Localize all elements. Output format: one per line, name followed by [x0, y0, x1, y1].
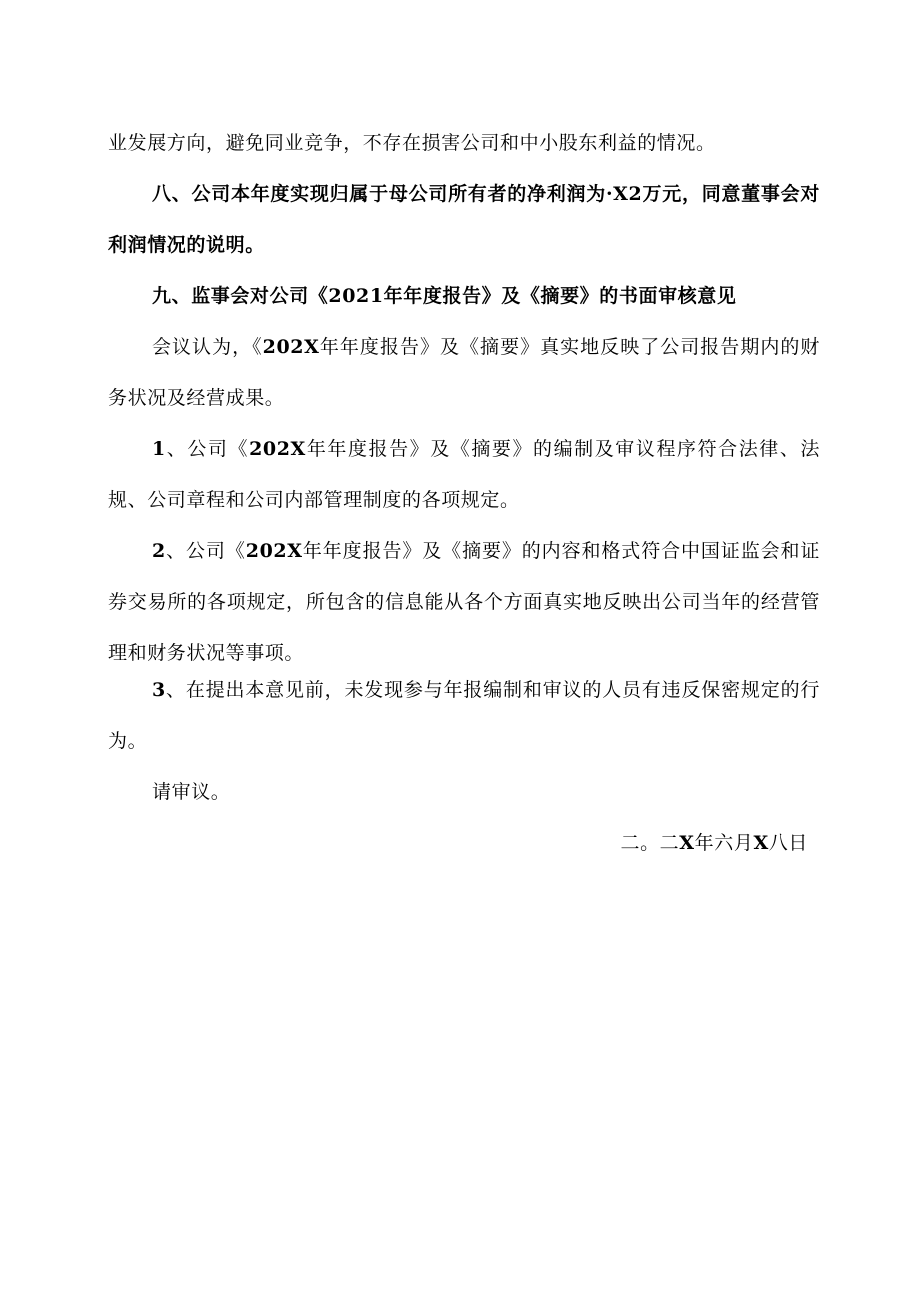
point-number: 3 [152, 679, 166, 701]
date-part: 年六月 [694, 832, 754, 854]
text-segment: 、公司《 [165, 540, 246, 562]
paragraph-point-three [108, 665, 820, 767]
paragraph-request-review: 请审议。 [152, 781, 231, 803]
date-part: 八日 [768, 832, 808, 854]
text-segment: 年年度报告》及《摘要》真实地反映了公司报告期内的财务状况及经营成果。 [108, 336, 820, 409]
text-segment: 会议认为，《 [152, 336, 263, 358]
section-heading-nine: 九、监事会对公司《2021年年度报告》及《摘要》的书面审核意见 [152, 285, 737, 307]
date-part: X [753, 832, 769, 854]
date-part: X [679, 832, 695, 854]
year-text: 202X [245, 540, 303, 562]
document-date [620, 818, 808, 869]
year-text: 202X [262, 336, 320, 358]
text-segment: 年年度报告》及《摘要》的编制及审议程序符合法律、法规、公司章程和公司内部管理制度的各项规定。 [108, 438, 820, 511]
paragraph-point-two [108, 526, 820, 679]
text-segment: 年年度报告》及《摘要》的内容和格式符合中国证监会和证券交易所的各项规定，所包含的信息能从各个方面真实地反映出公司当年的经营管理和财务状况等事项。 [108, 540, 821, 664]
paragraph-meeting-opinion [108, 322, 820, 424]
text-segment: 、公司《 [165, 438, 250, 460]
date-part: 二。二 [620, 832, 680, 854]
point-number: 2 [152, 540, 166, 562]
point-number: 1 [152, 438, 166, 460]
text-segment: 、在提出本意见前，未发现参与年报编制和审议的人员有违反保密规定的行为。 [108, 679, 820, 752]
year-text: 202X [249, 438, 306, 460]
paragraph-point-one [108, 424, 820, 526]
paragraph-continuation: 业发展方向，避免同业竞争，不存在损害公司和中小股东利益的情况。 [108, 132, 716, 154]
paragraph-item-eight: 八、公司本年度实现归属于母公司所有者的净利润为·X2万元，同意董事会对利润情况的说明。 [108, 183, 820, 256]
